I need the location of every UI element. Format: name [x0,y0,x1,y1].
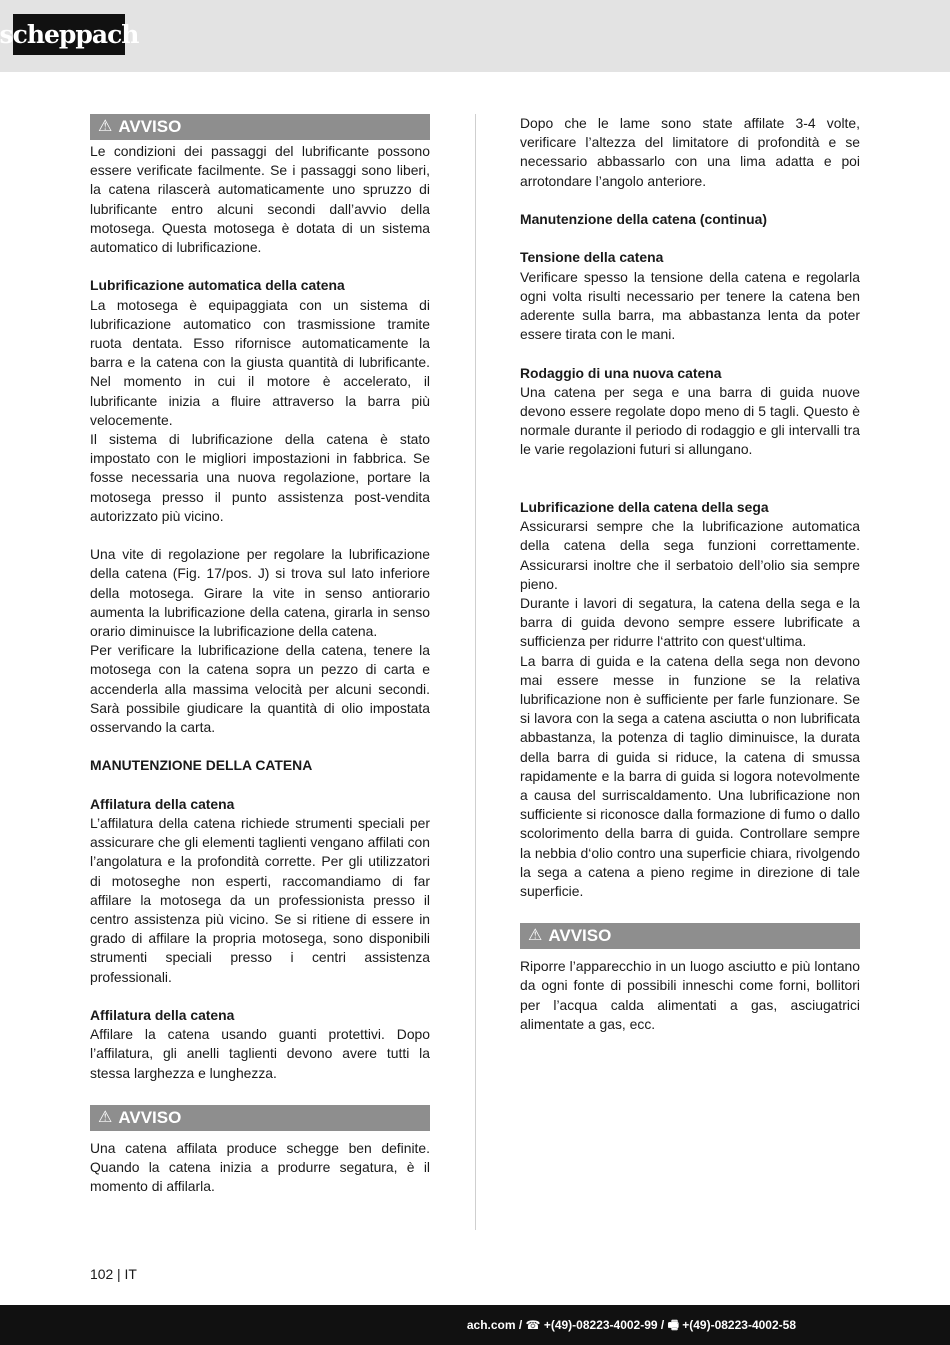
contact-line: ach.com / ☎ +(49)-08223-4002-99 / 🖷 +(49)-08223-4002-58 [466,1318,796,1332]
warning-text: Riporre l’apparecchio in un luogo asciutto e più lontano da ogni fonte di possibili inneschi come forni, bollitori per l’acqua calda alimentati a gas, asciugatrici alimentate a gas, ecc. [520,958,860,1032]
section-heading: Lubrificazione automatica della catena [90,277,345,294]
warning-icon: ⚠ [98,1108,113,1126]
paragraph: Una catena per sega e una barra di guida nuove devono essere regolate dopo meno di 5 tagli. Questo è normale durante il periodo di rodaggio e gli intervalli tra le varie regolazioni futuri si allungano. [520,383,860,458]
subsection-heading: Affilatura della catena [90,1007,235,1024]
section-heading: MANUTENZIONE DELLA CATENA [90,757,313,774]
brand-logo: scheppach [13,14,125,55]
warning-title: AVVISO [548,926,612,946]
header-band [0,0,950,72]
warning-icon: ⚠ [528,927,543,945]
warning-box-1 [90,114,430,140]
page-number: 102 | IT [90,1266,137,1282]
column-divider [475,114,476,1230]
paragraph: Il sistema di lubrificazione della catena è stato impostato con le migliori impostazioni in fabbrica. Se fosse necessaria una nuova regolazione, portare la motosega presso il punto assistenza post-vendita autorizzato più vicino. [90,431,430,524]
subsection-heading: Lubrificazione della catena della sega [520,499,769,515]
warning-text: Le condizioni dei passaggi del lubrificante possono essere verificate facilmente. Se i passaggi sono liberi, la catena rilascerà automaticamente uno spruzzo di lubrificante entro alcuni secondi dall’avvio della motosega. Questa motosega è dotata di un sistema automatico di lubrificazione. [90,143,430,256]
warning-icon: ⚠ [98,118,113,135]
paragraph: Una vite di regolazione per regolare la lubrificazione della catena (Fig. 17/pos. J) si trova sul lato inferiore della motosega. Girare la vite in senso antiorario aumenta la lubrificazione della catena, girarla in senso orario diminuisce la lubrificazione della catena. [90,546,430,640]
paragraph: Verificare spesso la tensione della catena e regolarla ogni volta risulti necessario per tenere la catena ben aderente sulla barra, ma abbastanza lenta da poter essere tirata con le mani. [520,268,860,343]
paragraph: Dopo che le lame sono state affilate 3-4 volte, verificare l’altezza del limitatore di profondità e se necessario abbassarlo con una lima adatta e poi arrotondare l’angolo anteriore. [520,115,860,189]
subsection-heading: Tensione della catena [520,249,664,266]
paragraph: Durante i lavori di segatura, la catena della sega e la barra di guida devono sempre essere lubrificate a sufficienza per ridurre l‘attrito con quest‘ultima. [520,595,860,650]
paragraph: L’affilatura della catena richiede strumenti speciali per assicurare che gli elementi taglienti vengano affilati con l’angolatura e la profondità corrette. Per gli utilizzatori di motoseghe non esperti, raccomandiamo di far affilare la motosega da un professionista presso il centro assistenza più vicino. Se si ritiene di essere in grado di affilare la propria motosega, sono disponibili strumenti speciali presso i centri assistenza professionali. [90,815,430,985]
subsection-heading: Rodaggio di una nuova catena [520,364,722,381]
subsection-heading: Affilatura della catena [90,795,235,812]
paragraph: Affilare la catena usando guanti protettivi. Dopo l’affilatura, gli anelli taglienti devono avere tutti la stessa larghezza e lunghezza. [90,1026,430,1081]
warning-box-3 [520,923,860,949]
paragraph: Assicurarsi sempre che la lubrificazione automatica della catena della sega funzioni correttamente. Assicurarsi inoltre che il serbatoio dell’olio sia sempre pieno. [520,518,860,592]
right-column [520,114,860,1034]
paragraph: La barra di guida e la catena della sega non devono mai essere messe in funzione se la relativa lubrificazione non è sufficiente per farle funzionare. Se si lavora con la sega a catena asciutta o non lubrificata abbastanza, la potenza di taglio diminuisce, la durata della barra di guida si riduce, la catena di smussa rapidamente e la barra di guida si logora notevolmente a causa del surriscaldamento. Una lubrificazione non sufficiente si riconosce dalla formazione di fumo o dallo scolorimento della barra di guida. Controllare sempre la nebbia d‘olio contro una superficie chiara, rivolgendo la sega a catena a pieno regime in direzione di tale superficie. [520,652,860,900]
warning-text: Una catena affilata produce schegge ben definite. Quando la catena inizia a produrre segatura, è il momento di affilarla. [90,1139,430,1195]
paragraph: Per verificare la lubrificazione della catena, tenere la motosega con la catena sopra un pezzo di carta e accenderla alla massima velocità per alcuni secondi. Sarà possibile giudicare la quantità di olio impostata osservando la carta. [90,642,430,736]
warning-title: AVVISO [118,117,182,136]
paragraph: La motosega è equipaggiata con un sistema di lubrificazione automatico con trasmissione tramite ruota dentata. Esso rifornisce automaticamente la barra e la catena con la giusta quantità di lubrificante. Nel momento in cui il motore è accelerato, il lubrificante inizia a fluire attraverso la barra più velocemente. [90,296,430,428]
warning-title: AVVISO [118,1107,182,1127]
warning-box-2 [90,1105,430,1131]
section-heading: Manutenzione della catena (continua) [520,211,767,227]
left-column [90,114,430,1196]
